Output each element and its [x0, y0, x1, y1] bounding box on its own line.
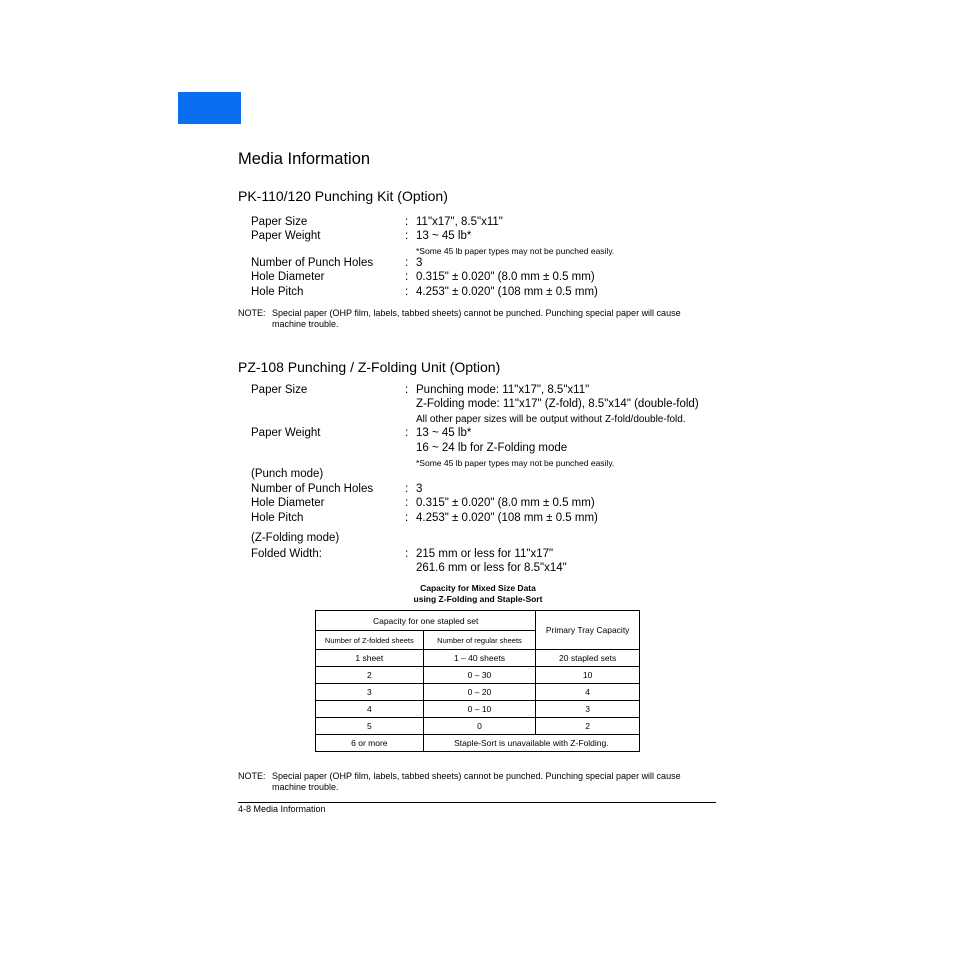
chapter-tab — [178, 92, 241, 124]
pk-paper-weight-footnote: *Some 45 lb paper types may not be punched easily. — [416, 246, 615, 256]
footer-rule — [238, 802, 716, 803]
table-cell-regular: 0 – 20 — [423, 684, 536, 701]
table-cell-regular: 0 – 10 — [423, 701, 536, 718]
pk-paper-weight-value: 13 ~ 45 lb* — [416, 230, 472, 242]
folded-width-line2: 261.6 mm or less for 8.5"x14" — [416, 562, 567, 574]
table-cell-primary: 3 — [536, 701, 640, 718]
table-row — [316, 701, 640, 718]
pk-hole-diameter-value: 0.315" ± 0.020" (8.0 mm ± 0.5 mm) — [416, 271, 595, 283]
table-cell-unavailable: Staple-Sort is unavailable with Z-Folding. — [423, 735, 639, 752]
pz-paper-size-label: Paper Size — [251, 384, 308, 396]
table-cell-primary: 4 — [536, 684, 640, 701]
pz-heading: PZ-108 Punching / Z-Folding Unit (Option) — [238, 359, 501, 375]
page-title: Media Information — [238, 150, 371, 168]
separator: : — [405, 512, 409, 524]
pz-paper-size-note: All other paper sizes will be output without Z-fold/double-fold. — [416, 414, 686, 425]
pk-paper-size-value: 11"x17", 8.5"x11" — [416, 216, 503, 228]
separator: : — [405, 548, 409, 560]
table-row — [316, 718, 640, 735]
separator: : — [405, 483, 409, 495]
pk-note-line1: Special paper (OHP film, labels, tabbed sheets) cannot be punched. Punching special paper will cause — [272, 308, 681, 318]
table-cell-zfolded: 4 — [316, 701, 424, 718]
table-row — [316, 650, 640, 667]
table-col-zfolded: Number of Z-folded sheets — [316, 631, 424, 650]
table-cell-primary: 20 stapled sets — [536, 650, 640, 667]
pz-hole-diameter-value: 0.315" ± 0.020" (8.0 mm ± 0.5 mm) — [416, 497, 595, 509]
table-cell-zfolded: 5 — [316, 718, 424, 735]
table-cell-zfolded: 6 or more — [316, 735, 424, 752]
separator: : — [405, 257, 409, 269]
pk-note-label: NOTE: — [238, 308, 266, 318]
pk-hole-pitch-label: Hole Pitch — [251, 286, 304, 298]
table-caption-line1: Capacity for Mixed Size Data — [420, 583, 536, 593]
separator: : — [405, 230, 409, 242]
table-cell-zfolded: 1 sheet — [316, 650, 424, 667]
pz-paper-weight-label: Paper Weight — [251, 427, 321, 439]
pz-paper-weight-line2: 16 ~ 24 lb for Z-Folding mode — [416, 442, 568, 454]
page-footer: 4-8 Media Information — [238, 804, 326, 814]
table-cell-regular: 1 – 40 sheets — [423, 650, 536, 667]
table-caption — [378, 583, 578, 605]
table-col-regular: Number of regular sheets — [423, 631, 536, 650]
separator: : — [405, 384, 409, 396]
pz-paper-size-line2: Z-Folding mode: 11"x17" (Z-fold), 8.5"x14" (double-fold) — [416, 398, 699, 410]
separator: : — [405, 216, 409, 228]
separator: : — [405, 286, 409, 298]
table-cell-primary: 10 — [536, 667, 640, 684]
pk-paper-weight-label: Paper Weight — [251, 230, 321, 242]
pk-hole-pitch-value: 4.253" ± 0.020" (108 mm ± 0.5 mm) — [416, 286, 598, 298]
pk-paper-size-label: Paper Size — [251, 216, 308, 228]
table-cell-zfolded: 3 — [316, 684, 424, 701]
pz-paper-weight-footnote: *Some 45 lb paper types may not be punched easily. — [416, 458, 615, 468]
pk-punch-holes-value: 3 — [416, 257, 423, 269]
pz-hole-diameter-label: Hole Diameter — [251, 497, 325, 509]
table-header-group: Capacity for one stapled set — [316, 611, 536, 631]
pk-note-line2: machine trouble. — [272, 319, 339, 329]
table-row — [316, 735, 640, 752]
pk-heading: PK-110/120 Punching Kit (Option) — [238, 188, 448, 204]
table-cell-primary: 2 — [536, 718, 640, 735]
pz-paper-weight-line1: 13 ~ 45 lb* — [416, 427, 472, 439]
capacity-table — [315, 610, 640, 752]
table-caption-line2: using Z-Folding and Staple-Sort — [413, 594, 543, 604]
pz-hole-pitch-value: 4.253" ± 0.020" (108 mm ± 0.5 mm) — [416, 512, 598, 524]
pz-paper-size-line1: Punching mode: 11"x17", 8.5"x11" — [416, 384, 590, 396]
zfold-mode-label: (Z-Folding mode) — [251, 532, 340, 544]
table-row — [316, 684, 640, 701]
table-row — [316, 667, 640, 684]
pz-punch-holes-label: Number of Punch Holes — [251, 483, 374, 495]
table-header-primary: Primary Tray Capacity — [536, 611, 640, 650]
punch-mode-label: (Punch mode) — [251, 468, 324, 480]
pz-punch-holes-value: 3 — [416, 483, 423, 495]
pk-punch-holes-label: Number of Punch Holes — [251, 257, 374, 269]
pz-hole-pitch-label: Hole Pitch — [251, 512, 304, 524]
pz-note-line1: Special paper (OHP film, labels, tabbed sheets) cannot be punched. Punching special paper will cause — [272, 771, 681, 781]
table-cell-regular: 0 — [423, 718, 536, 735]
separator: : — [405, 271, 409, 283]
folded-width-label: Folded Width: — [251, 548, 322, 560]
separator: : — [405, 497, 409, 509]
folded-width-line1: 215 mm or less for 11"x17" — [416, 548, 554, 560]
pk-hole-diameter-label: Hole Diameter — [251, 271, 325, 283]
table-cell-regular: 0 – 30 — [423, 667, 536, 684]
pz-note-line2: machine trouble. — [272, 782, 339, 792]
separator: : — [405, 427, 409, 439]
pz-note-label: NOTE: — [238, 771, 266, 781]
table-cell-zfolded: 2 — [316, 667, 424, 684]
